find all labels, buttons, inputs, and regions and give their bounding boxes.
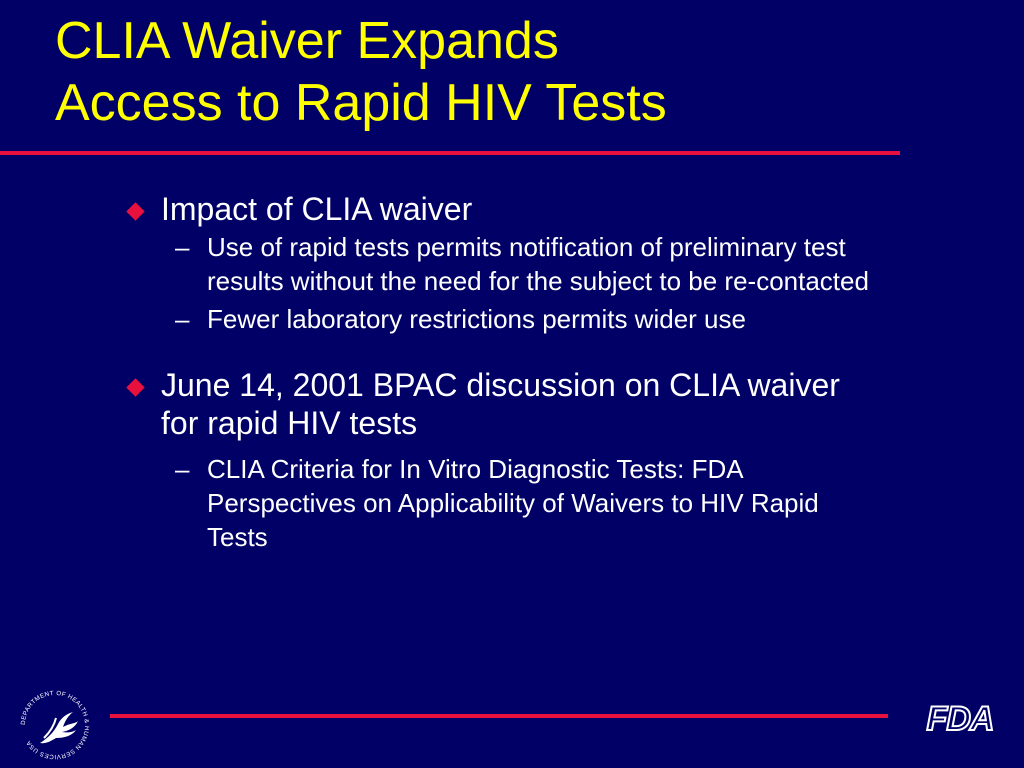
hhs-seal-icon: [18, 688, 92, 762]
fda-logo-text: FDA: [926, 700, 994, 737]
svg-text:DEPARTMENT OF HEALTH & HUMAN S: [20, 690, 90, 760]
footer-divider: [110, 714, 888, 718]
bullet-text: June 14, 2001 BPAC discussion on CLIA waiver for rapid HIV tests: [161, 367, 840, 441]
dash-icon: –: [175, 304, 190, 334]
dash-icon: –: [175, 454, 190, 484]
title-divider: [0, 151, 900, 155]
sub-bullet-text: CLIA Criteria for In Vitro Diagnostic Tests: FDA Perspectives on Applicability of Waivers to HIV Rapid Tests: [207, 454, 819, 552]
sub-bullet-item: [125, 452, 885, 554]
sub-bullet-text: Use of rapid tests permits notification of preliminary test results without the need for the subject to be re-contacted: [207, 232, 869, 296]
sub-bullet-item: [125, 302, 885, 336]
bullet-item: [125, 366, 885, 442]
title-line-1: CLIA Waiver Expands: [55, 12, 559, 70]
slide-title: [55, 10, 667, 134]
diamond-bullet-icon: [126, 202, 144, 220]
bullet-list: [125, 190, 885, 554]
sub-bullet-item: [125, 230, 885, 298]
fda-logo-icon: [916, 697, 1004, 737]
bullet-item: [125, 190, 885, 228]
title-line-2: Access to Rapid HIV Tests: [55, 74, 667, 132]
dash-icon: –: [175, 232, 190, 262]
diamond-bullet-icon: [126, 378, 144, 396]
bullet-text: Impact of CLIA waiver: [161, 191, 473, 227]
seal-text: DEPARTMENT OF HEALTH & HUMAN SERVICES USA: [19, 689, 91, 761]
sub-bullet-text: Fewer laboratory restrictions permits wider use: [207, 304, 746, 334]
